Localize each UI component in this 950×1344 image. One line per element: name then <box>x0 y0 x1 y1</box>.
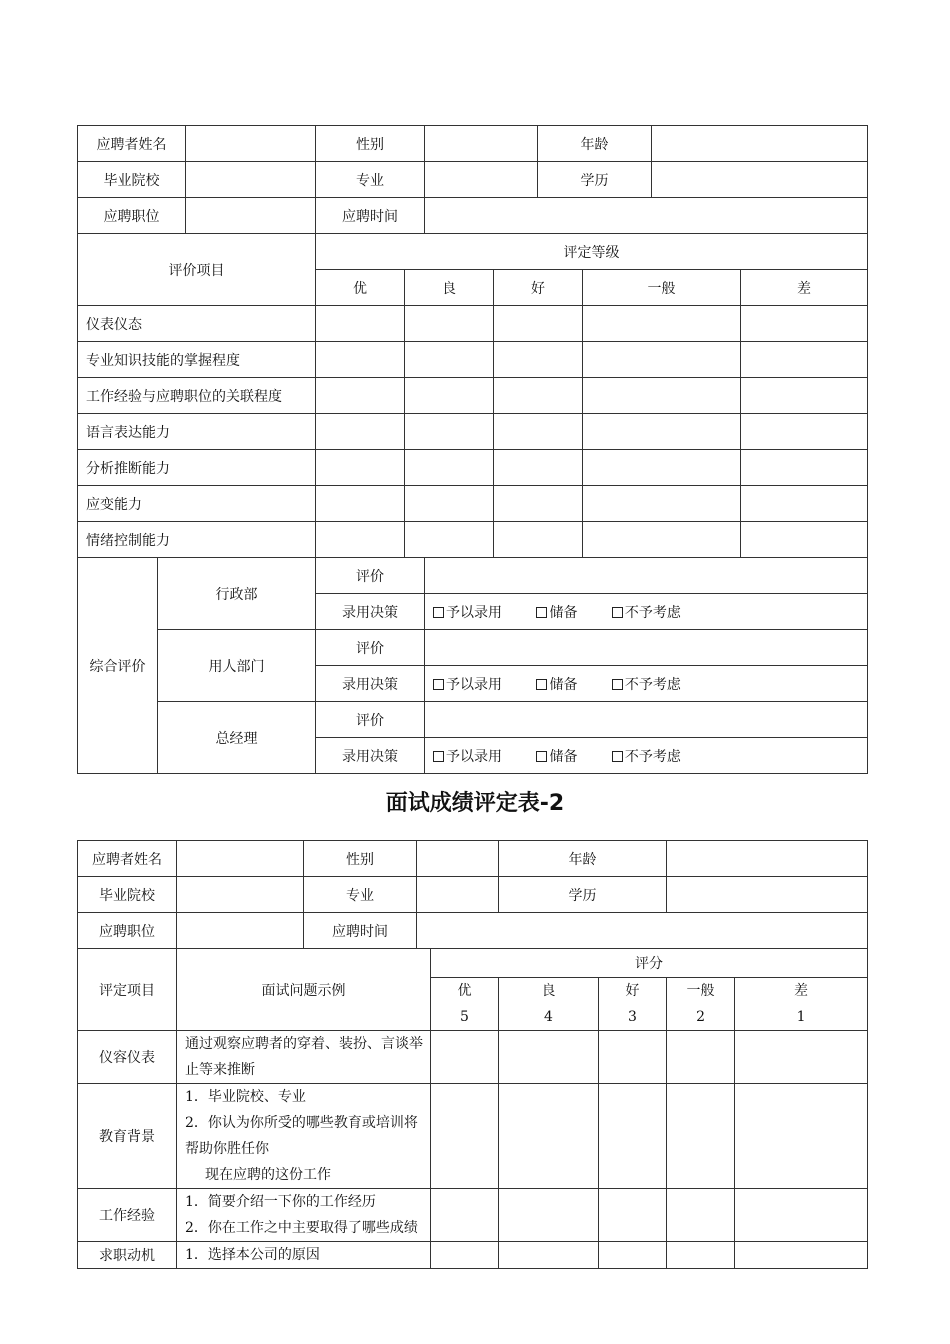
decision-options <box>425 594 868 630</box>
grade-cell[interactable] <box>316 306 405 342</box>
applicant-name-label: 应聘者姓名 <box>78 126 186 162</box>
age-field[interactable] <box>652 126 868 162</box>
criteria-label: 应变能力 <box>78 486 316 522</box>
apply-time-label: 应聘时间 <box>304 913 417 949</box>
degree-label: 学历 <box>499 877 667 913</box>
option-hire[interactable]: 予以录用 <box>433 674 502 694</box>
score-header: 评分 <box>431 949 868 978</box>
option-reserve[interactable]: 储备 <box>536 746 577 766</box>
grade-header: 一般 <box>583 270 741 306</box>
option-hire[interactable]: 予以录用 <box>433 746 502 766</box>
checkbox-icon <box>536 679 547 690</box>
score-cell[interactable] <box>499 1242 599 1269</box>
grade-cell[interactable] <box>741 414 868 450</box>
criteria-label: 专业知识技能的掌握程度 <box>78 342 316 378</box>
option-reserve[interactable]: 储备 <box>536 602 577 622</box>
checkbox-icon <box>433 751 444 762</box>
item-row <box>78 1242 868 1269</box>
criteria-row <box>78 306 868 342</box>
age-label: 年龄 <box>499 841 667 877</box>
score-cell[interactable] <box>735 1242 868 1269</box>
form2-title: 面试成绩评定表-2 <box>385 791 565 816</box>
grade-header: 良 <box>405 270 494 306</box>
option-reserve[interactable]: 储备 <box>536 674 577 694</box>
school-field[interactable] <box>186 162 316 198</box>
eval-item-header: 评价项目 <box>78 234 316 306</box>
checkbox-icon <box>433 607 444 618</box>
score-cell[interactable] <box>599 1189 667 1242</box>
score-cell[interactable] <box>667 1031 735 1084</box>
comment-field[interactable] <box>425 702 868 738</box>
checkbox-icon <box>612 751 623 762</box>
checkbox-icon <box>536 751 547 762</box>
gender-field[interactable] <box>417 841 499 877</box>
grade-cell[interactable] <box>316 450 405 486</box>
decision-label: 录用决策 <box>316 738 425 774</box>
grade-cell[interactable] <box>741 342 868 378</box>
score-cell[interactable] <box>499 1031 599 1084</box>
score-cell[interactable] <box>499 1084 599 1189</box>
grade-cell[interactable] <box>494 378 583 414</box>
grade-cell[interactable] <box>741 486 868 522</box>
degree-label: 学历 <box>538 162 652 198</box>
item-questions: 通过观察应聘者的穿着、装扮、言谈举止等来推断 <box>177 1031 431 1084</box>
decision-options <box>425 738 868 774</box>
grade-cell[interactable] <box>583 486 741 522</box>
grade-cell[interactable] <box>583 414 741 450</box>
grade-header: 好 <box>494 270 583 306</box>
criteria-row <box>78 378 868 414</box>
grade-cell[interactable] <box>741 378 868 414</box>
score-cell[interactable] <box>735 1189 868 1242</box>
comment-field[interactable] <box>425 630 868 666</box>
degree-field[interactable] <box>667 877 868 913</box>
grade-cell[interactable] <box>405 450 494 486</box>
criteria-label: 工作经验与应聘职位的关联程度 <box>78 378 316 414</box>
grade-cell[interactable] <box>405 486 494 522</box>
age-label: 年龄 <box>538 126 652 162</box>
item-label: 仪容仪表 <box>78 1031 177 1084</box>
comment-label: 评价 <box>316 702 425 738</box>
comment-field[interactable] <box>425 558 868 594</box>
major-label: 专业 <box>304 877 417 913</box>
grade-cell[interactable] <box>494 486 583 522</box>
item-questions: 1．毕业院校、专业 2．你认为你所受的哪些教育或培训将帮助你胜任你 现在应聘的这份工作 <box>177 1084 431 1189</box>
grade-cell[interactable] <box>316 522 405 558</box>
school-label: 毕业院校 <box>78 877 177 913</box>
decision-label: 录用决策 <box>316 594 425 630</box>
grade-cell[interactable] <box>583 306 741 342</box>
degree-field[interactable] <box>652 162 868 198</box>
grade-header: 优 <box>316 270 405 306</box>
option-reject[interactable]: 不予考虑 <box>612 674 681 694</box>
option-hire[interactable]: 予以录用 <box>433 602 502 622</box>
dept-label-gm: 总经理 <box>158 702 316 774</box>
major-label: 专业 <box>316 162 425 198</box>
checkbox-icon <box>536 607 547 618</box>
grade-cell[interactable] <box>405 342 494 378</box>
questions-header: 面试问题示例 <box>177 949 431 1031</box>
grade-cell[interactable] <box>494 414 583 450</box>
criteria-row <box>78 486 868 522</box>
checkbox-icon <box>612 607 623 618</box>
gender-label: 性别 <box>316 126 425 162</box>
grade-header: 差 <box>741 270 868 306</box>
item-row <box>78 1031 868 1084</box>
grade-cell[interactable] <box>583 522 741 558</box>
item-label: 工作经验 <box>78 1189 177 1242</box>
score-grade-header: 差 1 <box>735 978 868 1031</box>
applicant-name-field[interactable] <box>177 841 304 877</box>
score-cell[interactable] <box>499 1189 599 1242</box>
comment-label: 评价 <box>316 558 425 594</box>
decision-label: 录用决策 <box>316 666 425 702</box>
score-cell[interactable] <box>599 1242 667 1269</box>
checkbox-icon <box>612 679 623 690</box>
school-field[interactable] <box>177 877 304 913</box>
grade-cell[interactable] <box>741 522 868 558</box>
rating-item-header: 评定项目 <box>78 949 177 1031</box>
position-field[interactable] <box>177 913 304 949</box>
gender-label: 性别 <box>304 841 417 877</box>
score-grade-header: 一般 2 <box>667 978 735 1031</box>
score-cell[interactable] <box>667 1242 735 1269</box>
criteria-label: 语言表达能力 <box>78 414 316 450</box>
age-field[interactable] <box>667 841 868 877</box>
grade-cell[interactable] <box>316 414 405 450</box>
major-field[interactable] <box>425 162 538 198</box>
item-label: 教育背景 <box>78 1084 177 1189</box>
criteria-row <box>78 414 868 450</box>
score-cell[interactable] <box>667 1084 735 1189</box>
grade-cell[interactable] <box>583 378 741 414</box>
grade-cell[interactable] <box>405 378 494 414</box>
grade-cell[interactable] <box>405 522 494 558</box>
score-grade-header: 良 4 <box>499 978 599 1031</box>
interview-form-2 <box>77 840 868 1269</box>
grade-cell[interactable] <box>741 306 868 342</box>
score-cell[interactable] <box>431 1242 499 1269</box>
score-cell[interactable] <box>735 1031 868 1084</box>
rating-header: 评定等级 <box>316 234 868 270</box>
grade-cell[interactable] <box>405 414 494 450</box>
grade-cell[interactable] <box>494 342 583 378</box>
applicant-name-field[interactable] <box>186 126 316 162</box>
dept-label-hiring: 用人部门 <box>158 630 316 702</box>
item-questions: 1．选择本公司的原因 <box>177 1242 431 1269</box>
gender-field[interactable] <box>425 126 538 162</box>
score-cell[interactable] <box>431 1084 499 1189</box>
grade-cell[interactable] <box>494 450 583 486</box>
position-field[interactable] <box>186 198 316 234</box>
position-label: 应聘职位 <box>78 198 186 234</box>
position-label: 应聘职位 <box>78 913 177 949</box>
overall-eval-label: 综合评价 <box>78 558 158 774</box>
score-grade-header: 好 3 <box>599 978 667 1031</box>
grade-cell[interactable] <box>405 306 494 342</box>
option-reject[interactable]: 不予考虑 <box>612 746 681 766</box>
apply-time-field[interactable] <box>417 913 868 949</box>
option-reject[interactable]: 不予考虑 <box>612 602 681 622</box>
school-label: 毕业院校 <box>78 162 186 198</box>
score-cell[interactable] <box>735 1084 868 1189</box>
criteria-row <box>78 450 868 486</box>
apply-time-label: 应聘时间 <box>316 198 425 234</box>
criteria-row <box>78 342 868 378</box>
major-field[interactable] <box>417 877 499 913</box>
grade-cell[interactable] <box>494 306 583 342</box>
score-grade-header: 优 5 <box>431 978 499 1031</box>
grade-cell[interactable] <box>494 522 583 558</box>
criteria-row <box>78 522 868 558</box>
decision-options <box>425 666 868 702</box>
score-cell[interactable] <box>431 1189 499 1242</box>
grade-cell[interactable] <box>316 486 405 522</box>
dept-label-admin: 行政部 <box>158 558 316 630</box>
comment-label: 评价 <box>316 630 425 666</box>
score-cell[interactable] <box>599 1084 667 1189</box>
item-label: 求职动机 <box>78 1242 177 1269</box>
grade-cell[interactable] <box>316 378 405 414</box>
score-cell[interactable] <box>599 1031 667 1084</box>
grade-cell[interactable] <box>741 450 868 486</box>
interview-form-1 <box>77 125 868 774</box>
grade-cell[interactable] <box>583 342 741 378</box>
apply-time-field[interactable] <box>425 198 868 234</box>
applicant-name-label: 应聘者姓名 <box>78 841 177 877</box>
checkbox-icon <box>433 679 444 690</box>
item-row <box>78 1189 868 1242</box>
grade-cell[interactable] <box>583 450 741 486</box>
score-cell[interactable] <box>431 1031 499 1084</box>
score-cell[interactable] <box>667 1189 735 1242</box>
criteria-label: 分析推断能力 <box>78 450 316 486</box>
criteria-label: 情绪控制能力 <box>78 522 316 558</box>
item-questions: 1．简要介绍一下你的工作经历 2．你在工作之中主要取得了哪些成绩 <box>177 1189 431 1242</box>
criteria-label: 仪表仪态 <box>78 306 316 342</box>
grade-cell[interactable] <box>316 342 405 378</box>
item-row <box>78 1084 868 1189</box>
